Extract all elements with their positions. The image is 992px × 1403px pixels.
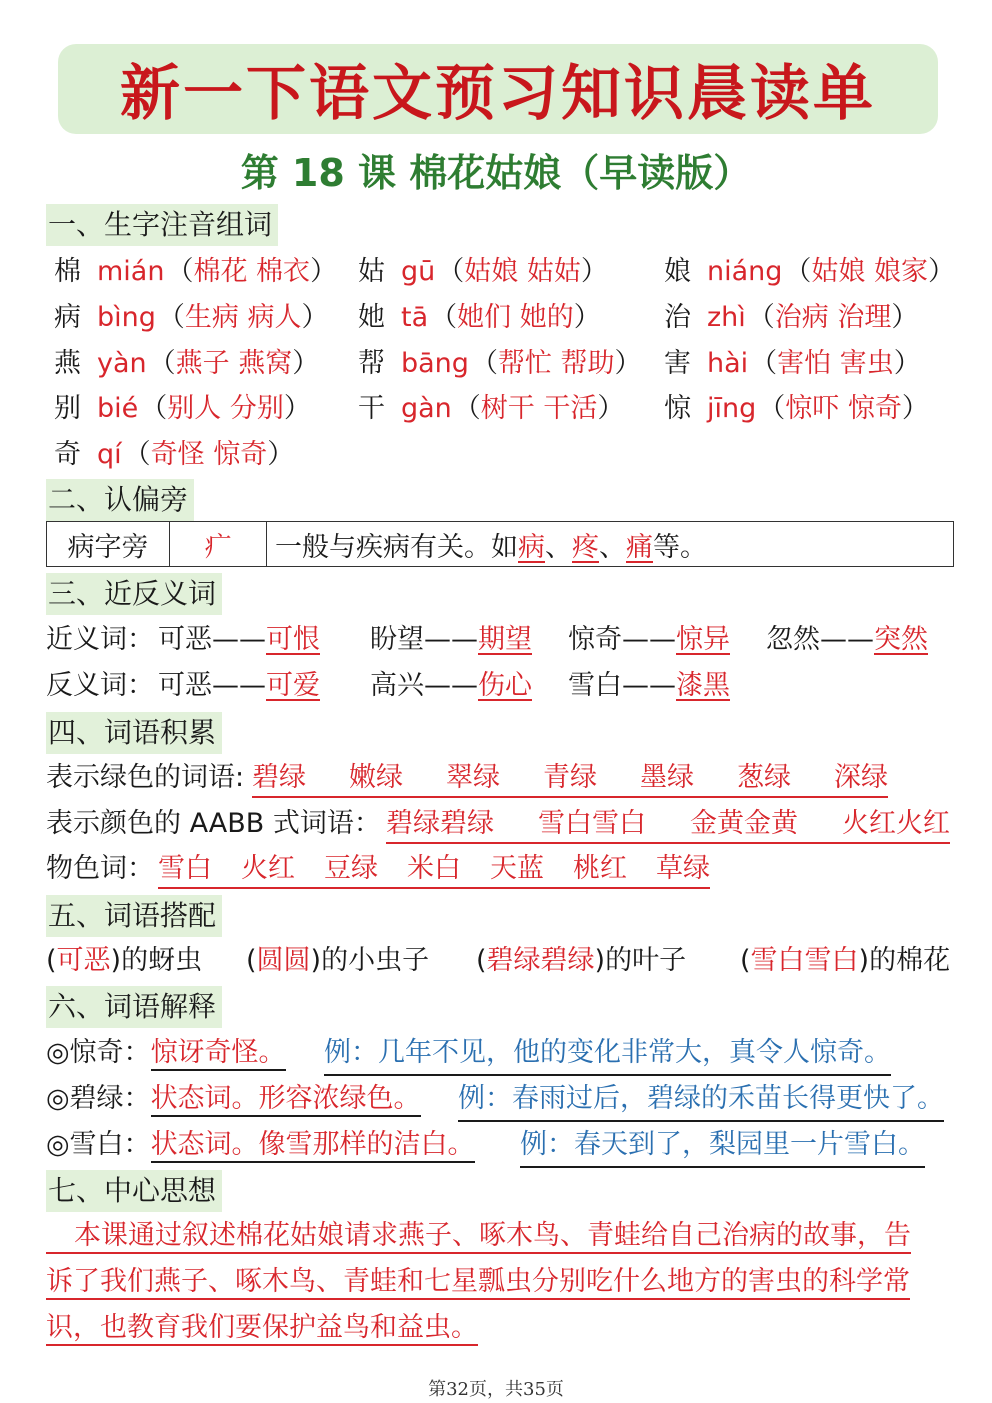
character-entry bbox=[358, 389, 624, 429]
paren-open: （ bbox=[166, 256, 194, 287]
aabb-word-item: 碧绿碧绿 bbox=[386, 808, 494, 839]
green-words-label: 表示绿色的词语: bbox=[46, 762, 245, 793]
section-heading-explanation: 六、词语解释 bbox=[46, 986, 222, 1028]
color-word-item: 火红 bbox=[241, 853, 295, 884]
character-glyph: 别 bbox=[54, 393, 81, 424]
paren-close: ） bbox=[310, 256, 338, 287]
antonym-word: 可恶—— bbox=[158, 670, 266, 701]
aabb-word-item: 火红火红 bbox=[842, 808, 950, 839]
paren-open: （ bbox=[758, 393, 786, 424]
explanation-example: 例：春雨过后，碧绿的禾苗长得更快了。 bbox=[458, 1079, 944, 1122]
character-pinyin: bié bbox=[97, 393, 139, 424]
paren-close: ） bbox=[893, 348, 921, 379]
radical-example-3: 痛 bbox=[626, 531, 653, 563]
main-idea-text-3: 识，也教育我们要保护益鸟和益虫。 bbox=[46, 1312, 478, 1346]
explanation-entry bbox=[46, 1033, 956, 1073]
title-part-1: 新一下语文预习 bbox=[120, 59, 561, 129]
green-word-item: 嫩绿 bbox=[349, 762, 403, 793]
synonym-word: 可恶—— bbox=[158, 624, 266, 655]
character-glyph: 帮 bbox=[358, 348, 385, 379]
collocation-tail: 的小虫子 bbox=[321, 945, 430, 976]
synonym-pair bbox=[568, 620, 730, 660]
radical-sep-2: 、 bbox=[599, 531, 626, 563]
character-entry bbox=[54, 298, 329, 338]
character-pinyin: jīng bbox=[707, 393, 757, 424]
explanation-entry bbox=[46, 1079, 956, 1119]
paren-open: ( bbox=[46, 945, 57, 976]
synonym-answer: 突然 bbox=[874, 624, 928, 655]
section-heading-characters: 一、生字注音组词 bbox=[46, 204, 278, 246]
color-word-item: 草绿 bbox=[656, 853, 710, 884]
character-entry bbox=[358, 298, 601, 338]
character-words: 姑娘 姑姑 bbox=[464, 256, 581, 287]
explanation-example: 例：几年不见，他的变化非常大，真令人惊奇。 bbox=[324, 1033, 891, 1076]
aabb-word-item: 雪白雪白 bbox=[538, 808, 646, 839]
character-entry bbox=[664, 252, 955, 292]
character-pinyin: tā bbox=[401, 302, 429, 333]
character-pinyin: bìng bbox=[97, 302, 156, 333]
antonym-answer: 可爱 bbox=[266, 670, 320, 701]
character-words: 姑娘 娘家 bbox=[811, 256, 929, 287]
character-glyph: 棉 bbox=[54, 256, 81, 287]
explanation-meaning: 状态词。像雪那样的洁白。 bbox=[151, 1129, 475, 1163]
radical-example-1: 病 bbox=[518, 531, 545, 563]
explanation-entry bbox=[46, 1125, 956, 1165]
radical-description bbox=[267, 522, 954, 567]
character-glyph: 治 bbox=[664, 302, 691, 333]
character-pinyin: niáng bbox=[707, 256, 783, 287]
color-word-item: 天蓝 bbox=[490, 853, 544, 884]
collocation-word: 雪白雪白 bbox=[750, 945, 859, 976]
paren-open: （ bbox=[747, 302, 775, 333]
section-heading-main-idea: 七、中心思想 bbox=[46, 1170, 222, 1212]
paren-open: （ bbox=[437, 256, 465, 287]
color-word-item: 豆绿 bbox=[324, 853, 378, 884]
synonym-pair bbox=[370, 620, 532, 660]
title-banner bbox=[58, 44, 938, 134]
character-words: 惊吓 惊奇 bbox=[785, 393, 902, 424]
antonym-pair bbox=[568, 666, 730, 706]
explanation-term: ◎碧绿： bbox=[46, 1083, 151, 1114]
paren-close: ） bbox=[614, 348, 642, 379]
main-idea-line-2 bbox=[46, 1262, 910, 1302]
explanation-term: ◎雪白： bbox=[46, 1129, 151, 1160]
synonym-pair bbox=[158, 620, 320, 660]
section-heading-accumulate: 四、词语积累 bbox=[46, 712, 222, 754]
character-glyph: 燕 bbox=[54, 348, 81, 379]
character-entry bbox=[358, 252, 608, 292]
main-idea-text-1: 本课通过叙述棉花姑娘请求燕子、啄木鸟、青蛙给自己治病的故事，告 bbox=[46, 1220, 911, 1254]
character-pinyin: hài bbox=[707, 348, 749, 379]
radical-name: 病字旁 bbox=[47, 522, 170, 567]
paren-open: ( bbox=[246, 945, 257, 976]
character-glyph: 干 bbox=[358, 393, 385, 424]
color-words-label: 物色词： bbox=[46, 853, 154, 884]
character-words: 帮忙 帮助 bbox=[497, 348, 615, 379]
character-words: 树干 干活 bbox=[480, 393, 598, 424]
explanation-example: 例：春天到了，梨园里一片雪白。 bbox=[520, 1125, 925, 1168]
radical-sep-1: 、 bbox=[545, 531, 572, 563]
paren-close: ) bbox=[594, 945, 606, 976]
character-glyph: 姑 bbox=[358, 256, 385, 287]
paren-close: ） bbox=[573, 302, 601, 333]
character-entry bbox=[54, 252, 337, 292]
synonym-pair bbox=[766, 620, 928, 660]
section-heading-radical: 二、认偏旁 bbox=[46, 479, 194, 521]
character-entry bbox=[54, 344, 319, 384]
explanation-term: ◎惊奇： bbox=[46, 1037, 151, 1068]
character-glyph: 害 bbox=[664, 348, 691, 379]
character-entry bbox=[664, 298, 918, 338]
paren-open: ( bbox=[740, 945, 751, 976]
green-word bbox=[252, 760, 888, 798]
character-pinyin: mián bbox=[97, 256, 165, 287]
color-word-item: 米白 bbox=[407, 853, 461, 884]
main-idea-line-3 bbox=[46, 1308, 478, 1348]
page-title bbox=[120, 46, 876, 132]
collocation-word: 碧绿碧绿 bbox=[486, 945, 595, 976]
explanation-meaning: 状态词。形容浓绿色。 bbox=[151, 1083, 421, 1117]
paren-open: （ bbox=[453, 393, 481, 424]
green-word-item: 墨绿 bbox=[640, 762, 694, 793]
color-word-item: 桃红 bbox=[573, 853, 627, 884]
synonym-label: 近义词： bbox=[46, 624, 154, 655]
character-words: 棉花 棉衣 bbox=[193, 256, 311, 287]
character-glyph: 她 bbox=[358, 302, 385, 333]
section-heading-synonyms: 三、近反义词 bbox=[46, 573, 222, 615]
paren-close: ） bbox=[597, 393, 625, 424]
explanation-meaning: 惊讶奇怪。 bbox=[151, 1037, 286, 1071]
paren-open: ( bbox=[476, 945, 487, 976]
collocation-word: 圆圆 bbox=[256, 945, 311, 976]
character-glyph: 奇 bbox=[54, 439, 81, 470]
paren-open: （ bbox=[123, 439, 151, 470]
color-word bbox=[158, 851, 710, 889]
character-words: 生病 病人 bbox=[184, 302, 302, 333]
paren-open: （ bbox=[148, 348, 176, 379]
collocation-tail: 的叶子 bbox=[605, 945, 687, 976]
paren-open: （ bbox=[157, 302, 185, 333]
synonym-word: 忽然—— bbox=[766, 624, 874, 655]
paren-close: ） bbox=[901, 393, 929, 424]
collocation-item bbox=[46, 941, 202, 981]
synonym-word: 盼望—— bbox=[370, 624, 478, 655]
paren-close: ） bbox=[928, 256, 956, 287]
character-entry bbox=[54, 389, 311, 429]
character-pinyin: zhì bbox=[707, 302, 746, 333]
collocation-item bbox=[740, 941, 950, 981]
aabb-word bbox=[386, 806, 950, 844]
antonym-pair bbox=[370, 666, 532, 706]
radical-example-2: 疼 bbox=[572, 531, 599, 563]
character-words: 奇怪 惊奇 bbox=[150, 439, 268, 470]
paren-close: ） bbox=[891, 302, 919, 333]
aabb-word-item: 金黄金黄 bbox=[690, 808, 798, 839]
green-word-item: 碧绿 bbox=[252, 762, 306, 793]
character-words: 燕子 燕窝 bbox=[175, 348, 293, 379]
character-words: 她们 她的 bbox=[457, 302, 574, 333]
paren-open: （ bbox=[140, 393, 168, 424]
antonym-label: 反义词： bbox=[46, 670, 154, 701]
collocation-item bbox=[246, 941, 429, 981]
main-idea-text-2: 诉了我们燕子、啄木鸟、青蛙和七星瓢虫分别吃什么地方的害虫的科学常 bbox=[46, 1266, 910, 1300]
title-part-2: 知识晨读单 bbox=[561, 59, 876, 129]
character-glyph: 娘 bbox=[664, 256, 691, 287]
paren-close: ） bbox=[301, 302, 329, 333]
green-word-item: 深绿 bbox=[834, 762, 888, 793]
character-glyph: 惊 bbox=[664, 393, 691, 424]
paren-close: ) bbox=[110, 945, 122, 976]
color-word-item: 雪白 bbox=[158, 853, 212, 884]
synonym-answer: 期望 bbox=[478, 624, 532, 655]
section-heading-collocation: 五、词语搭配 bbox=[46, 895, 222, 937]
paren-close: ) bbox=[858, 945, 870, 976]
character-pinyin: qí bbox=[97, 439, 122, 470]
green-word-item: 青绿 bbox=[543, 762, 597, 793]
paren-close: ） bbox=[267, 439, 295, 470]
character-entry bbox=[358, 344, 642, 384]
green-word-item: 葱绿 bbox=[737, 762, 791, 793]
paren-close: ) bbox=[310, 945, 322, 976]
paren-close: ） bbox=[283, 393, 311, 424]
character-glyph: 病 bbox=[54, 302, 81, 333]
radical-symbol: 疒 bbox=[170, 522, 267, 567]
main-idea-line-1 bbox=[46, 1216, 911, 1256]
radical-table bbox=[46, 521, 954, 567]
character-pinyin: yàn bbox=[97, 348, 147, 379]
character-entry bbox=[664, 344, 921, 384]
antonym-answer: 漆黑 bbox=[676, 670, 730, 701]
collocation-tail: 的蚜虫 bbox=[121, 945, 203, 976]
character-pinyin: bāng bbox=[401, 348, 469, 379]
page-footer: 第32页，共35页 bbox=[428, 1379, 564, 1400]
lesson-subtitle: 第 18 课 棉花姑娘（早读版） bbox=[240, 151, 752, 195]
antonym-word: 高兴—— bbox=[370, 670, 478, 701]
radical-end: 等。 bbox=[653, 531, 707, 563]
character-words: 别人 分别 bbox=[167, 393, 284, 424]
antonym-answer: 伤心 bbox=[478, 670, 532, 701]
collocation-word: 可恶 bbox=[56, 945, 111, 976]
paren-open: （ bbox=[430, 302, 458, 333]
character-words: 害怕 害虫 bbox=[777, 348, 894, 379]
collocation-tail: 的棉花 bbox=[869, 945, 951, 976]
paren-close: ） bbox=[292, 348, 320, 379]
character-words: 治病 治理 bbox=[774, 302, 892, 333]
paren-open: （ bbox=[470, 348, 498, 379]
character-entry bbox=[664, 389, 929, 429]
synonym-answer: 可恨 bbox=[266, 624, 320, 655]
collocation-item bbox=[476, 941, 686, 981]
antonym-word: 雪白—— bbox=[568, 670, 676, 701]
aabb-words-label: 表示颜色的 AABB 式词语： bbox=[46, 808, 381, 839]
character-entry bbox=[54, 435, 294, 475]
character-pinyin: gū bbox=[401, 256, 436, 287]
paren-open: （ bbox=[784, 256, 812, 287]
synonym-word: 惊奇—— bbox=[568, 624, 676, 655]
paren-close: ） bbox=[580, 256, 608, 287]
character-pinyin: gàn bbox=[401, 393, 452, 424]
synonym-answer: 惊异 bbox=[676, 624, 730, 655]
green-word-item: 翠绿 bbox=[446, 762, 500, 793]
antonym-pair bbox=[158, 666, 320, 706]
paren-open: （ bbox=[750, 348, 778, 379]
radical-desc-text: 一般与疾病有关。如 bbox=[275, 531, 518, 563]
